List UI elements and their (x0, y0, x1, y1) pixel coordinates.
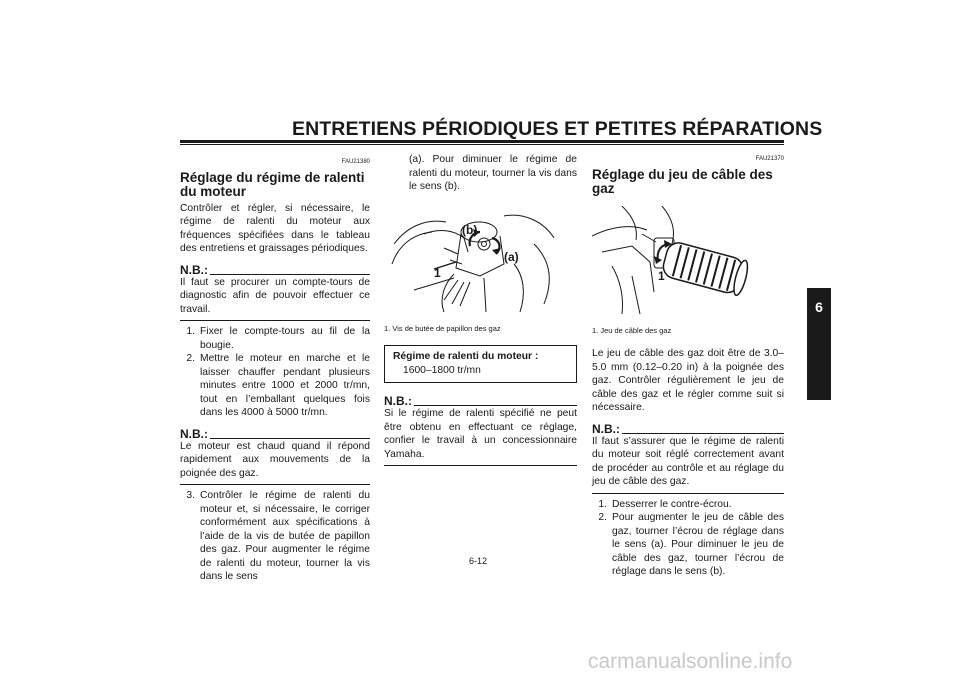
intro-paragraph: Contrôler et régler, si nécessaire, le régime de ralenti du moteur aux fréquences spécifiées dans le tableau des entretiens et graissages périodiques. (180, 202, 370, 254)
page-header-title: ENTRETIENS PÉRIODIQUES ET PETITES RÉPARATIONS (292, 118, 823, 140)
throttle-grip-illustration (592, 206, 784, 316)
note-header (180, 428, 370, 440)
step-number: 2. (186, 353, 195, 364)
step-text: Desserrer le contre-écrou. (612, 498, 732, 510)
figure-caption: 1. Vis de butée de papillon des gaz (384, 323, 501, 333)
note-rule (414, 405, 577, 406)
carburetor-illustration (384, 204, 577, 314)
column-2 (384, 153, 577, 470)
continued-paragraph: (a). Pour diminuer le régime de ralenti du moteur, tourner la vis dans le sens (b). (409, 154, 577, 192)
note-label: N.B.: (592, 421, 620, 436)
label-b: (b) (462, 222, 478, 237)
step-text: Mettre le moteur en marche et le laisser chauffer pendant plusieurs minutes entre 1000 et 2000 tr/mn, tout en l’emballant quelques fois dans les 4000 à 5000 tr/mn. (200, 353, 370, 418)
steps-list (180, 325, 370, 420)
steps-list (180, 489, 370, 584)
step-number: 1. (598, 498, 607, 510)
reference-code: FAU21380 (341, 159, 370, 165)
reference-code: FAU21370 (755, 156, 784, 162)
spec-label: Régime de ralenti du moteur : (393, 351, 539, 362)
note-text: Il faut s’assurer que le régime de ralenti du moteur soit réglé correctement avant de procéder au contrôle et au réglage du jeu de câble des gaz. (592, 435, 784, 494)
note-label: N.B.: (180, 262, 208, 277)
header-rule-thin (180, 144, 784, 145)
note-text: Il faut se procurer un compte-tours de diagnostic afin de pouvoir effectuer ce travail. (180, 276, 370, 322)
list-item (180, 489, 370, 584)
step-number: 3. (186, 490, 195, 501)
throttle-cable-figure (592, 206, 784, 316)
chapter-tab[interactable] (807, 288, 831, 400)
note-rule (210, 438, 370, 439)
note-header (592, 423, 784, 435)
label-1: 1 (434, 265, 441, 280)
step-number: 2. (598, 512, 607, 523)
column-1 (180, 156, 370, 584)
note-header (180, 264, 370, 276)
section-heading-idle: Réglage du régime de ralenti du moteur (180, 169, 365, 199)
note-label: N.B.: (180, 426, 208, 441)
list-item (180, 352, 370, 420)
list-item (592, 511, 784, 579)
section-heading-cable: Réglage du jeu de câble des gaz (592, 166, 773, 196)
throttle-stop-screw-figure (384, 204, 577, 314)
page-number: 6-12 (469, 556, 488, 566)
label-1: 1 (658, 268, 665, 283)
steps-list (592, 498, 784, 579)
note-rule (622, 433, 784, 434)
note-header (384, 395, 577, 407)
chapter-tab-number: 6 (815, 299, 823, 315)
step-text: Contrôler le régime de ralenti du moteur et, si nécessaire, le corriger conformément aux spécifications à l’aide de la vis de butée de papillon des gaz. Pour augmenter le régime de ralenti du moteur, tourner la vis dans le sens (200, 490, 370, 582)
list-item (180, 325, 370, 352)
step-text: Pour augmenter le jeu de câble des gaz, tourner l’écrou de réglage dans le sens (a). Pour diminuer le jeu de câble des gaz, tourner l’écrou de réglage dans le sens (b). (612, 512, 784, 577)
note-label: N.B.: (384, 394, 412, 408)
header-rule (180, 140, 784, 143)
label-a: (a) (504, 249, 519, 264)
note-text: Si le régime de ralenti spécifié ne peut être obtenu en effectuant ce réglage, confier le travail à un concessionnaire Yamaha. (384, 407, 577, 466)
step-text: Fixer le compte-tours au fil de la bougie. (200, 326, 370, 351)
column-3 (592, 153, 784, 579)
step-number: 1. (186, 326, 195, 337)
note-rule (210, 274, 370, 275)
note-text: Le moteur est chaud quand il répond rapidement aux mouvements de la poignée des gaz. (180, 440, 370, 486)
figure-caption: 1. Jeu de câble des gaz (592, 325, 672, 335)
list-item (592, 498, 784, 512)
idle-speed-spec-box (384, 345, 577, 383)
spec-value: 1600–1800 tr/mn (403, 364, 481, 376)
cable-intro-paragraph: Le jeu de câble des gaz doit être de 3.0–5.0 mm (0.12–0.20 in) à la poignée des gaz. Contrôler régulièrement le jeu de câble des gaz et le régler comme suit si nécessaire. (592, 348, 784, 413)
watermark: carmanualsonline.info (588, 650, 793, 673)
